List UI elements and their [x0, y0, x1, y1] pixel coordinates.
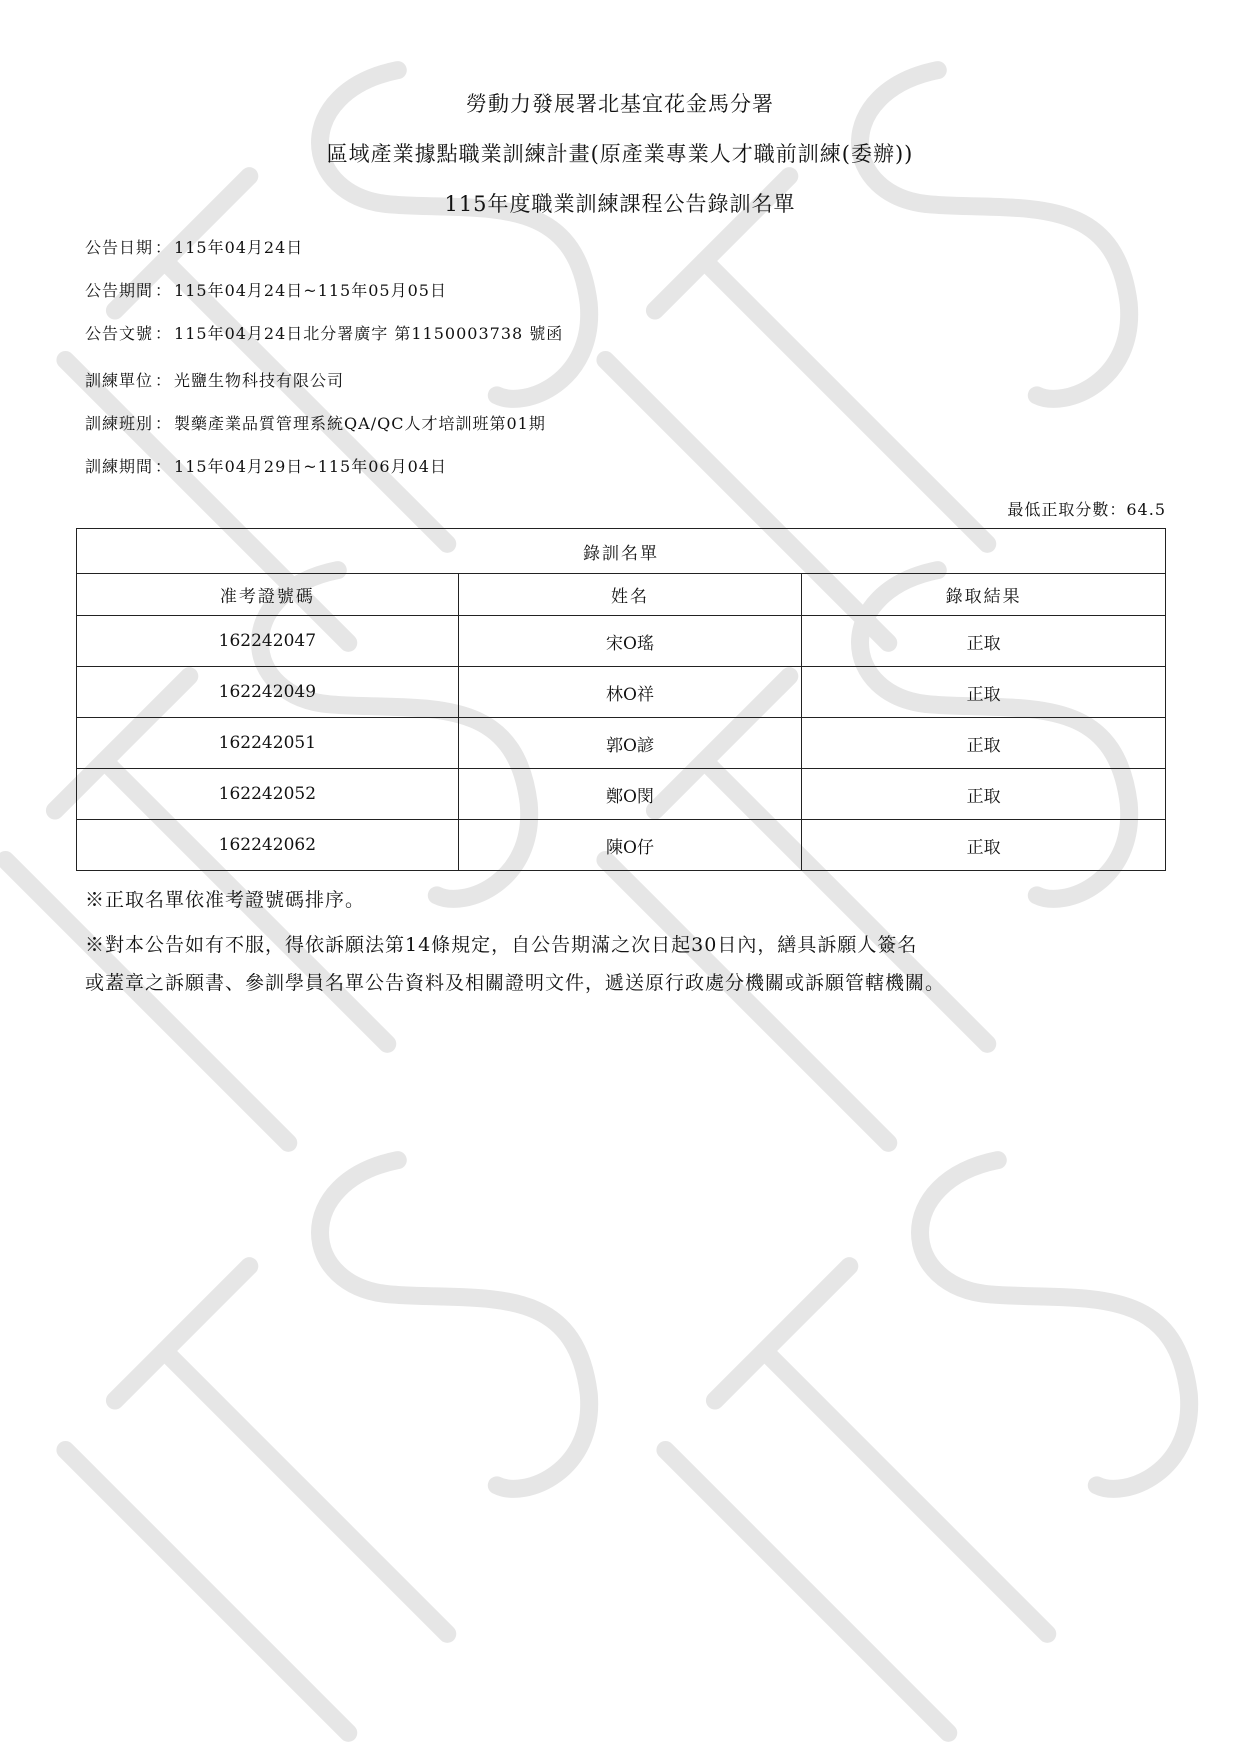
info-value: 光鹽生物科技有限公司: [174, 371, 345, 390]
name-cell: 郭O諺: [458, 718, 802, 769]
info-announce-date: 公告日期 ： 115年04月24日: [85, 238, 304, 257]
column-header-result: 錄取結果: [802, 574, 1166, 616]
info-value: 115年04月29日~115年06月04日: [174, 457, 447, 476]
info-training-class: 訓練班別 ： 製藥產業品質管理系統QA/QC人才培訓班第01期: [85, 414, 546, 433]
table-caption-row: [77, 529, 1166, 574]
appeal-note-line-1: ※對本公告如有不服，得依訴願法第14條規定，自公告期滿之次日起30日內，繕具訴願人簽名: [85, 934, 918, 956]
table-row: [77, 616, 1166, 667]
info-label: 訓練期間: [85, 457, 154, 476]
column-header-name: 姓名: [458, 574, 802, 616]
name-cell: 鄭O閔: [458, 769, 802, 820]
exam-number-cell: 162242052: [77, 769, 459, 820]
admission-list-table: [76, 528, 1166, 871]
table-caption: 錄訓名單: [77, 529, 1166, 574]
agency-title: 勞動力發展署北基宜花金馬分署: [466, 92, 774, 116]
result-cell: 正取: [802, 616, 1166, 667]
exam-number-cell: 162242051: [77, 718, 459, 769]
minimum-score-value: 64.5: [1126, 500, 1166, 519]
document-title: 115年度職業訓練課程公告錄訓名單: [444, 192, 796, 216]
sorting-note: ※正取名單依准考證號碼排序。: [85, 889, 366, 911]
result-cell: 正取: [802, 769, 1166, 820]
result-cell: 正取: [802, 718, 1166, 769]
info-label: 訓練班別: [85, 414, 154, 433]
info-label: 公告文號: [85, 324, 154, 343]
result-cell: 正取: [802, 820, 1166, 871]
appeal-note-line-2: 或蓋章之訴願書、參訓學員名單公告資料及相關證明文件，遞送原行政處分機關或訴願管轄機關。: [85, 972, 946, 994]
exam-number-cell: 162242062: [77, 820, 459, 871]
result-cell: 正取: [802, 667, 1166, 718]
info-label: 公告日期: [85, 238, 154, 257]
name-cell: 林O祥: [458, 667, 802, 718]
column-header-exam-number: 准考證號碼: [77, 574, 459, 616]
info-label: 訓練單位: [85, 371, 154, 390]
info-document-number: 公告文號 ： 115年04月24日北分署廣字 第1150003738 號函: [85, 324, 564, 343]
table-row: [77, 769, 1166, 820]
table-row: [77, 718, 1166, 769]
table-header-row: [77, 574, 1166, 616]
name-cell: 陳O仔: [458, 820, 802, 871]
info-value: 115年04月24日: [174, 238, 304, 257]
exam-number-cell: 162242047: [77, 616, 459, 667]
info-value: 115年04月24日~115年05月05日: [174, 281, 447, 300]
exam-number-cell: 162242049: [77, 667, 459, 718]
table-row: [77, 820, 1166, 871]
info-value: 115年04月24日北分署廣字 第1150003738 號函: [174, 324, 564, 343]
info-training-period: 訓練期間 ： 115年04月29日~115年06月04日: [85, 457, 447, 476]
program-title: 區域產業據點職業訓練計畫(原產業專業人才職前訓練(委辦)): [326, 142, 914, 166]
name-cell: 宋O瑤: [458, 616, 802, 667]
info-label: 公告期間: [85, 281, 154, 300]
info-announce-period: 公告期間 ： 115年04月24日~115年05月05日: [85, 281, 447, 300]
minimum-score-label: 最低正取分數: [1007, 500, 1110, 519]
table-row: [77, 667, 1166, 718]
minimum-score: 最低正取分數：64.5: [1007, 500, 1166, 519]
info-training-unit: 訓練單位 ： 光鹽生物科技有限公司: [85, 371, 345, 390]
info-value: 製藥產業品質管理系統QA/QC人才培訓班第01期: [174, 414, 546, 433]
